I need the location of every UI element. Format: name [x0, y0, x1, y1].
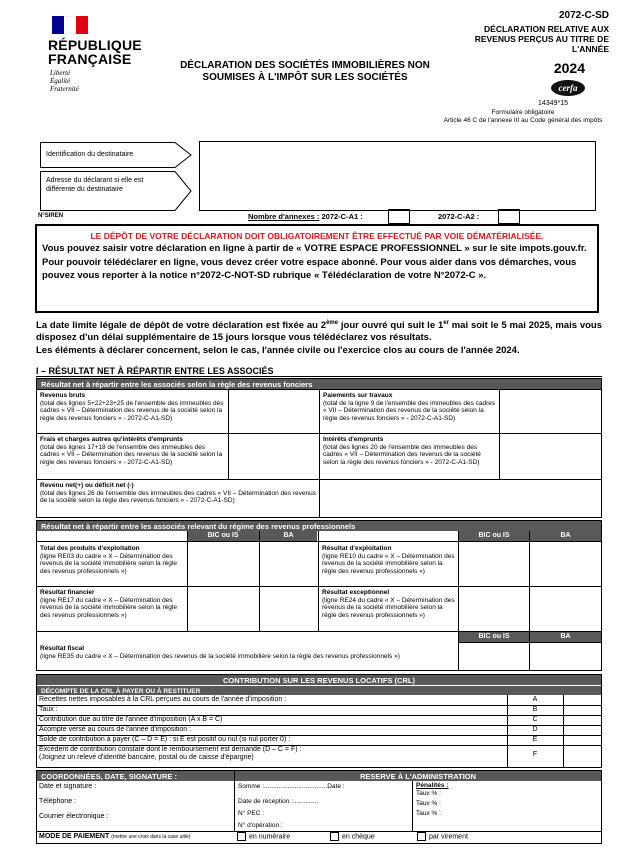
- cell-title: Total des produits d'exploitation: [40, 545, 140, 552]
- checkbox[interactable]: [330, 832, 339, 841]
- produits-bic-input[interactable]: [188, 542, 259, 586]
- warning-red-text: LE DÉPÔT DE VOTRE DÉCLARATION DOIT OBLIGATOIREMENT ÊTRE EFFECTUÉ PAR VOIE DÉMATÉRIALISÉE.: [90, 231, 544, 241]
- mode-paiement-row: [39, 833, 190, 840]
- cell-text: (total des lignes 26 de l'ensemble des immeubles des cadres « VII – Détermination des revenus de la société selon la règle des revenus fonciers » - 2072-C-A1-SD): [40, 489, 316, 504]
- notice-text-a: La date limite légale de dépôt de votre déclaration est fixée au 2: [36, 320, 327, 332]
- crl-row-a: Recettes nettes imposables à la CRL perçues au cours de l'année d'imposition :: [39, 696, 287, 703]
- virement-option[interactable]: [417, 832, 468, 841]
- footer-table: [36, 770, 602, 844]
- crl-row-e: Solde de contribution à payer (C – D = E) : si E est positif ou nul (si nul porter 0) :: [39, 736, 291, 743]
- annexe-a1-label: 2072-C-A1 :: [321, 212, 363, 221]
- col-ba-header-1: BA: [260, 531, 317, 541]
- col-bic-header-3: BIC ou IS: [459, 632, 529, 642]
- checkbox[interactable]: [237, 832, 246, 841]
- cell-text: (total des lignes 17+18 de l'ensemble des immeubles des cadres « VII – Détermination des revenus de la société selon la règle des revenus fonciers » - 2072-C-A1-SD): [40, 443, 223, 466]
- admin-header: RESERVE À L'ADMINISTRATION: [235, 771, 601, 781]
- fonciers-table: [36, 378, 602, 518]
- crl-subheader: DÉCOMPTE DE LA CRL À PAYER OU À RESTITUER: [37, 685, 601, 695]
- mode-paiement-label: MODE DE PAIEMENT: [39, 833, 110, 840]
- cell-title: Résultat exceptionnel: [322, 589, 390, 596]
- checkbox[interactable]: [417, 832, 426, 841]
- crl-letter-f: F: [532, 751, 538, 758]
- mode-paiement-note: (mettre une croix dans la case utile): [111, 834, 191, 840]
- flag-logo: [52, 16, 88, 34]
- taux-3-label: Taux % :: [416, 810, 441, 817]
- cell-text: (ligne RE10 du cadre « X – Détermination des revenus de la société immobilière selon la règle des revenus professionnels »): [322, 552, 455, 575]
- annexes-label: Nombre d'annexes :: [248, 212, 320, 221]
- cell-text: (ligne RE35 du cadre « X – Détermination des revenus de la société immobilière selon la règle des revenus professionnels »): [40, 652, 400, 660]
- cerfa-number: 14349*15: [538, 100, 568, 107]
- numeraire-label: en numéraire: [249, 833, 291, 841]
- resultat-financier-cell: [37, 587, 187, 621]
- date-reception-label: Date de réception :..............: [238, 798, 319, 805]
- col-ba-header-2: BA: [530, 531, 601, 541]
- notice-sup-2: er: [443, 320, 449, 326]
- interets-emprunts-cell: [320, 434, 499, 468]
- cell-text: (total de la ligne 9 de l'ensemble des immeubles des cadres « VII – Détermination des revenus de la société selon la règle des revenus fonciers » - 2072-C-A1-SD): [323, 399, 496, 422]
- annexes-line: [248, 212, 363, 221]
- interets-emprunts-input[interactable]: [500, 434, 600, 479]
- annexe-a2-label: 2072-C-A2 :: [438, 212, 480, 221]
- crl-header: CONTRIBUTION SUR LES REVENUS LOCATIFS (CRL): [37, 675, 601, 685]
- operation-label: N° d'opération :: [238, 822, 283, 829]
- warning-paragraph-2: Pour pouvoir télédéclarer en ligne, vous devez créer votre espace abonné. Pour vous aider dans vos démarches, vous pouvez vous reporter à la notice n°2072-C-NOT-SD rubrique « Télédéclaration de votre N°2072-C ».: [42, 257, 577, 281]
- cell-title: Paiements sur travaux: [323, 392, 393, 399]
- motto: Liberté Égalité Fraternité: [50, 69, 79, 93]
- telephone-label: Téléphone :: [39, 798, 76, 805]
- siren-label: N°SIREN: [38, 213, 64, 219]
- revenu-net-input[interactable]: [320, 480, 600, 517]
- numeraire-option[interactable]: [237, 832, 290, 841]
- resultat-fiscal-cell: [37, 643, 458, 662]
- crl-row-c: Contribution due au titre de l'année d'imposition (A x B = C): [39, 716, 223, 723]
- section-divider: [36, 376, 602, 377]
- section-1-title: I – RÉSULTAT NET À RÉPARTIR ENTRE LES ASSOCIÉS: [36, 366, 274, 376]
- revenus-bruts-input[interactable]: [229, 390, 319, 433]
- year: 2024: [553, 60, 585, 76]
- somme-label: Somme :...................................Date :: [238, 783, 345, 790]
- cerfa-logo: cerfa: [551, 80, 585, 96]
- crl-letter-b: B: [532, 706, 538, 713]
- cerfa-info: Formulaire obligatoire Article 46 C de l'annexe III au Code général des impôts: [443, 109, 603, 124]
- revenu-net-cell: [37, 480, 319, 507]
- right-title: DÉCLARATION RELATIVE AUX REVENUS PERÇUS AU TITRE DE L'ANNÉE: [474, 24, 609, 54]
- crl-letter-c: C: [532, 716, 538, 723]
- pec-label: N° PEC :: [238, 810, 265, 817]
- crl-letter-d: D: [532, 726, 538, 733]
- date-signature-label: Date et signature :: [39, 783, 97, 790]
- coords-header: COORDONNÉES, DATE, SIGNATURE :: [37, 771, 234, 781]
- pro-header: Résultat net à répartir entre les associés relevant du régime des revenus professionnels: [37, 521, 601, 531]
- notice-text-c: mai soit le 5 mai 2025, mais vous disposez d'un délai supplémentaire de 15 jours lorsque vous télédéclarez vos résultats.: [36, 320, 602, 343]
- adresse-label: Adresse du déclarant si elle est différente du destinataire: [46, 177, 144, 193]
- cell-text: (ligne RE03 du cadre « X – Détermination des revenus de la société immobilière selon la règle des revenus professionnels »): [40, 552, 177, 575]
- produits-ba-input[interactable]: [260, 542, 318, 586]
- resultat-exceptionnel-cell: [319, 587, 458, 621]
- virement-label: par virement: [429, 833, 468, 841]
- revenus-bruts-cell: [37, 390, 228, 424]
- cell-text: (ligne RE24 du cadre « X – Détermination des revenus de la société immobilière selon la règle des revenus professionnels »): [322, 596, 455, 619]
- cell-title: Intérêts d'emprunts: [323, 436, 384, 443]
- warning-paragraph-1: Vous pouvez saisir votre déclaration en ligne à partir de « VOTRE ESPACE PROFESSIONNEL » sur le site impots.gouv.fr.: [42, 242, 587, 254]
- annexe-a1-input[interactable]: [388, 209, 410, 224]
- cell-title: Résultat fiscal: [40, 645, 85, 652]
- warning-box: [35, 224, 599, 313]
- col-divider: [234, 771, 235, 831]
- crl-row-f: Excédent de contribution constaté dont le remboursement est demandé (D – C = F) : (Joignez un relevé d'identité bancaire, postal ou de caisse d'épargne): [39, 746, 302, 761]
- cell-text: (ligne RE17 du cadre « X – Détermination des revenus de la société immobilière selon la règle des revenus professionnels »): [40, 596, 177, 619]
- pro-table: [36, 520, 602, 671]
- paiements-travaux-input[interactable]: [500, 390, 600, 433]
- col-divider: [412, 781, 413, 831]
- crl-letter-a: A: [532, 696, 538, 703]
- cell-title: Frais et charges autres qu'intérêts d'emprunts: [40, 436, 183, 443]
- taux-1-label: Taux % :: [416, 790, 441, 797]
- row-divider: [37, 831, 601, 832]
- col-bic-header-1: BIC ou IS: [187, 531, 259, 541]
- form-code: 2072-C-SD: [558, 10, 609, 21]
- exploitation-bic-input[interactable]: [459, 542, 529, 586]
- destinataire-label: Identification du destinataire: [46, 151, 134, 158]
- adresse-label-box: [40, 171, 192, 211]
- notice-sup-1: ème: [326, 320, 339, 326]
- col-ba-header-3: BA: [530, 632, 601, 642]
- cell-title: Revenus bruts: [40, 392, 86, 399]
- paiements-travaux-cell: [320, 390, 499, 424]
- cell-title: Revenu net(+) ou déficit net (-): [40, 482, 134, 489]
- col-bic-header-2: BIC ou IS: [459, 531, 529, 541]
- financier-ba-input[interactable]: [260, 587, 318, 631]
- frais-charges-input[interactable]: [229, 434, 319, 479]
- notice-text-b: jour ouvré qui suit le 1: [338, 320, 444, 332]
- destinataire-label-box: [40, 142, 192, 168]
- courrier-label: Courrier électronique :: [39, 813, 109, 820]
- taux-2-label: Taux % :: [416, 800, 441, 807]
- cell-text: (total des lignes 5+22+23+25 de l'ensemble des immeubles des cadres « VII – Détermination des revenus de la société selon la règle des revenus fonciers » - 2072-C-A1-SD): [40, 399, 224, 422]
- crl-row-d: Acompte versé au cours de l'année d'imposition :: [39, 726, 192, 733]
- exploitation-ba-input[interactable]: [530, 542, 600, 586]
- fonciers-header: Résultat net à répartir entre les associés selon la règle des revenus fonciers: [37, 379, 601, 389]
- identification-input-area[interactable]: [199, 141, 596, 211]
- financier-bic-input[interactable]: [188, 587, 259, 631]
- cheque-label: en chèque: [342, 833, 375, 841]
- deadline-notice: [36, 318, 602, 357]
- frais-charges-cell: [37, 434, 228, 468]
- fiscal-ba-input[interactable]: [530, 643, 600, 670]
- cheque-option[interactable]: [330, 832, 375, 841]
- crl-amount-column[interactable]: [564, 696, 600, 766]
- crl-row-b: Taux :: [39, 706, 58, 713]
- main-title: DÉCLARATION DES SOCIÉTÉS IMMOBILIÈRES NON SOUMISES À L'IMPÔT SUR LES SOCIÉTÉS: [180, 60, 430, 83]
- crl-letter-e: E: [532, 736, 538, 743]
- exceptionnel-bic-input[interactable]: [459, 587, 529, 631]
- fiscal-bic-input[interactable]: [459, 643, 529, 670]
- cell-text: (total des lignes 20 de l'ensemble des immeubles des cadres « VII – Détermination des revenus de la société selon la règle des revenus fonciers » - 2072-C-A1-SD): [323, 443, 481, 466]
- cell-title: Résultat financier: [40, 589, 95, 596]
- notice-paragraph-2: Les éléments à déclarer concernent, selon le cas, l'année civile ou l'exercice clos au cours de l'année 2024.: [36, 345, 520, 357]
- penalites-label: Pénalités :: [416, 782, 449, 789]
- resultat-exploitation-cell: [319, 543, 458, 577]
- crl-table: [36, 674, 602, 768]
- annexe-a2-input[interactable]: [498, 209, 520, 224]
- produits-exploitation-cell: [37, 543, 187, 577]
- cell-title: Résultat d'exploitation: [322, 545, 392, 552]
- exceptionnel-ba-input[interactable]: [530, 587, 600, 631]
- republique-title: RÉPUBLIQUE FRANÇAISE: [48, 37, 142, 67]
